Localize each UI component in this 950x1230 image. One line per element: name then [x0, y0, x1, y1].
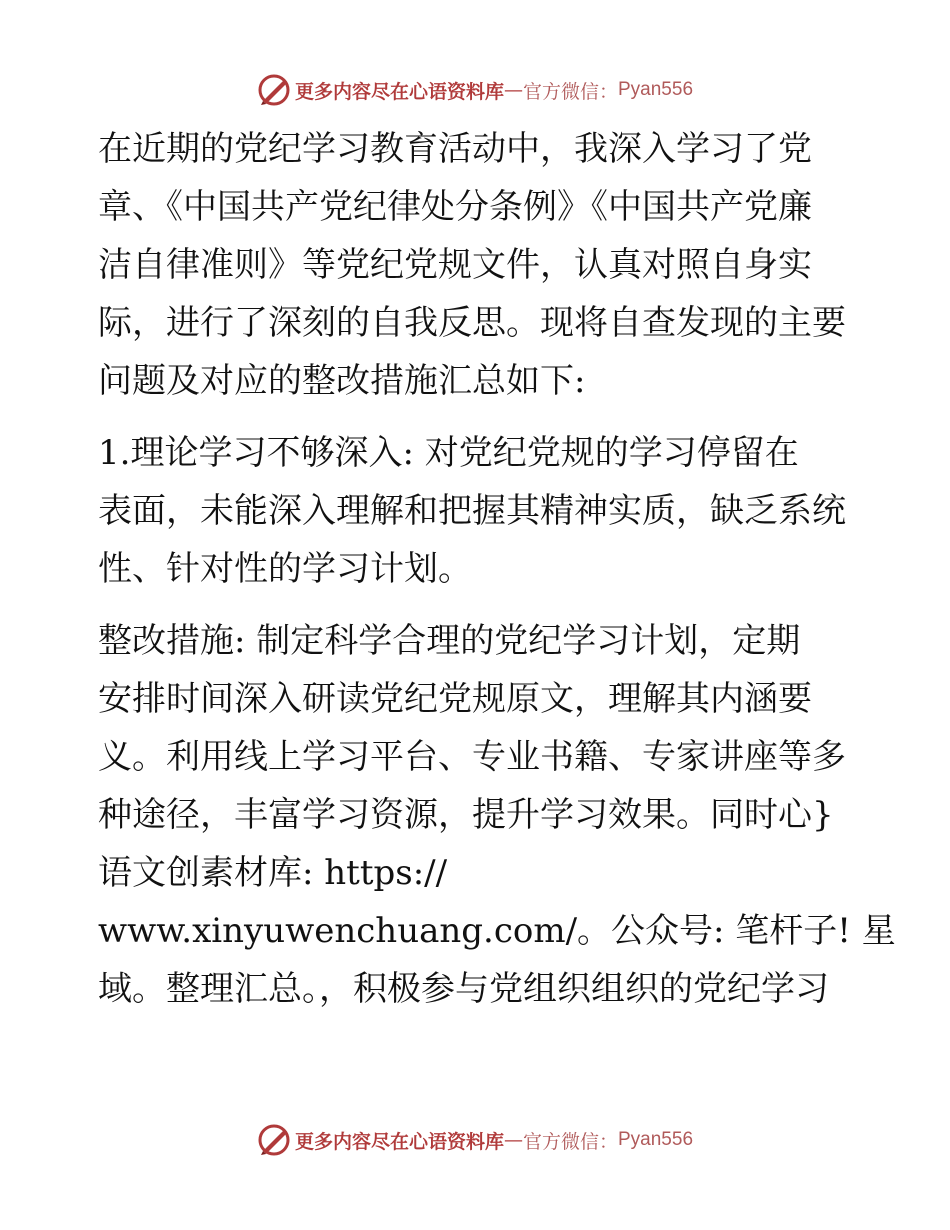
text-line: 种途径，丰富学习资源，提升学习效果。同时心}: [98, 795, 834, 835]
paragraph-issue-1: [98, 424, 858, 598]
text-line: 洁自律准则》等党纪党规文件，认真对照自身实: [98, 245, 812, 285]
text-line: 域。整理汇总。，积极参与党组织组织的党纪学习: [98, 969, 829, 1009]
pen-logo-icon: [257, 1123, 291, 1157]
watermark-dash: —: [503, 79, 523, 101]
paragraph-gap: [98, 598, 858, 612]
paragraph-gap: [98, 410, 858, 424]
text-line: 在近期的党纪学习教育活动中，我深入学习了党: [98, 129, 812, 169]
footer-watermark: [0, 1120, 950, 1160]
header-watermark: [0, 70, 950, 110]
watermark-main-text: 更多内容尽在心语资料库: [294, 80, 504, 103]
watermark-wechat-id: Pyan556: [618, 1129, 694, 1150]
text-line: 1.理论学习不够深入: 对党纪党规的学习停留在: [98, 433, 799, 473]
watermark-main-text: 更多内容尽在心语资料库: [294, 1130, 504, 1153]
text-line: 义。利用线上学习平台、专业书籍、专家讲座等多: [98, 737, 846, 777]
text-line: 安排时间深入研读党纪党规原文，理解其内涵要: [98, 679, 812, 719]
text-line: 章、《中国共产党纪律处分条例》《中国共产党廉: [98, 187, 812, 227]
text-line: 表面，未能深入理解和把握其精神实质，缺乏系统: [98, 491, 846, 531]
watermark-dash: —: [503, 1129, 523, 1151]
pen-logo-icon: [257, 73, 291, 107]
text-line: 语文创素材库: https://: [98, 853, 448, 893]
text-line: 问题及对应的整改措施汇总如下:: [98, 361, 586, 401]
text-line: 际，进行了深刻的自我反思。现将自查发现的主要: [98, 303, 846, 343]
paragraph-intro: [98, 120, 858, 410]
text-line: 性、针对性的学习计划。: [98, 549, 472, 589]
watermark-label: 官方微信：: [522, 80, 618, 103]
document-body: [98, 120, 896, 1018]
paragraph-measures: [98, 612, 896, 1018]
text-line: 整改措施: 制定科学合理的党纪学习计划，定期: [98, 621, 801, 661]
watermark-wechat-id: Pyan556: [618, 79, 694, 100]
watermark-label: 官方微信：: [522, 1130, 618, 1153]
text-line: www.xinyuwenchuang.com/。公众号: 笔杆子! 星: [98, 911, 896, 951]
